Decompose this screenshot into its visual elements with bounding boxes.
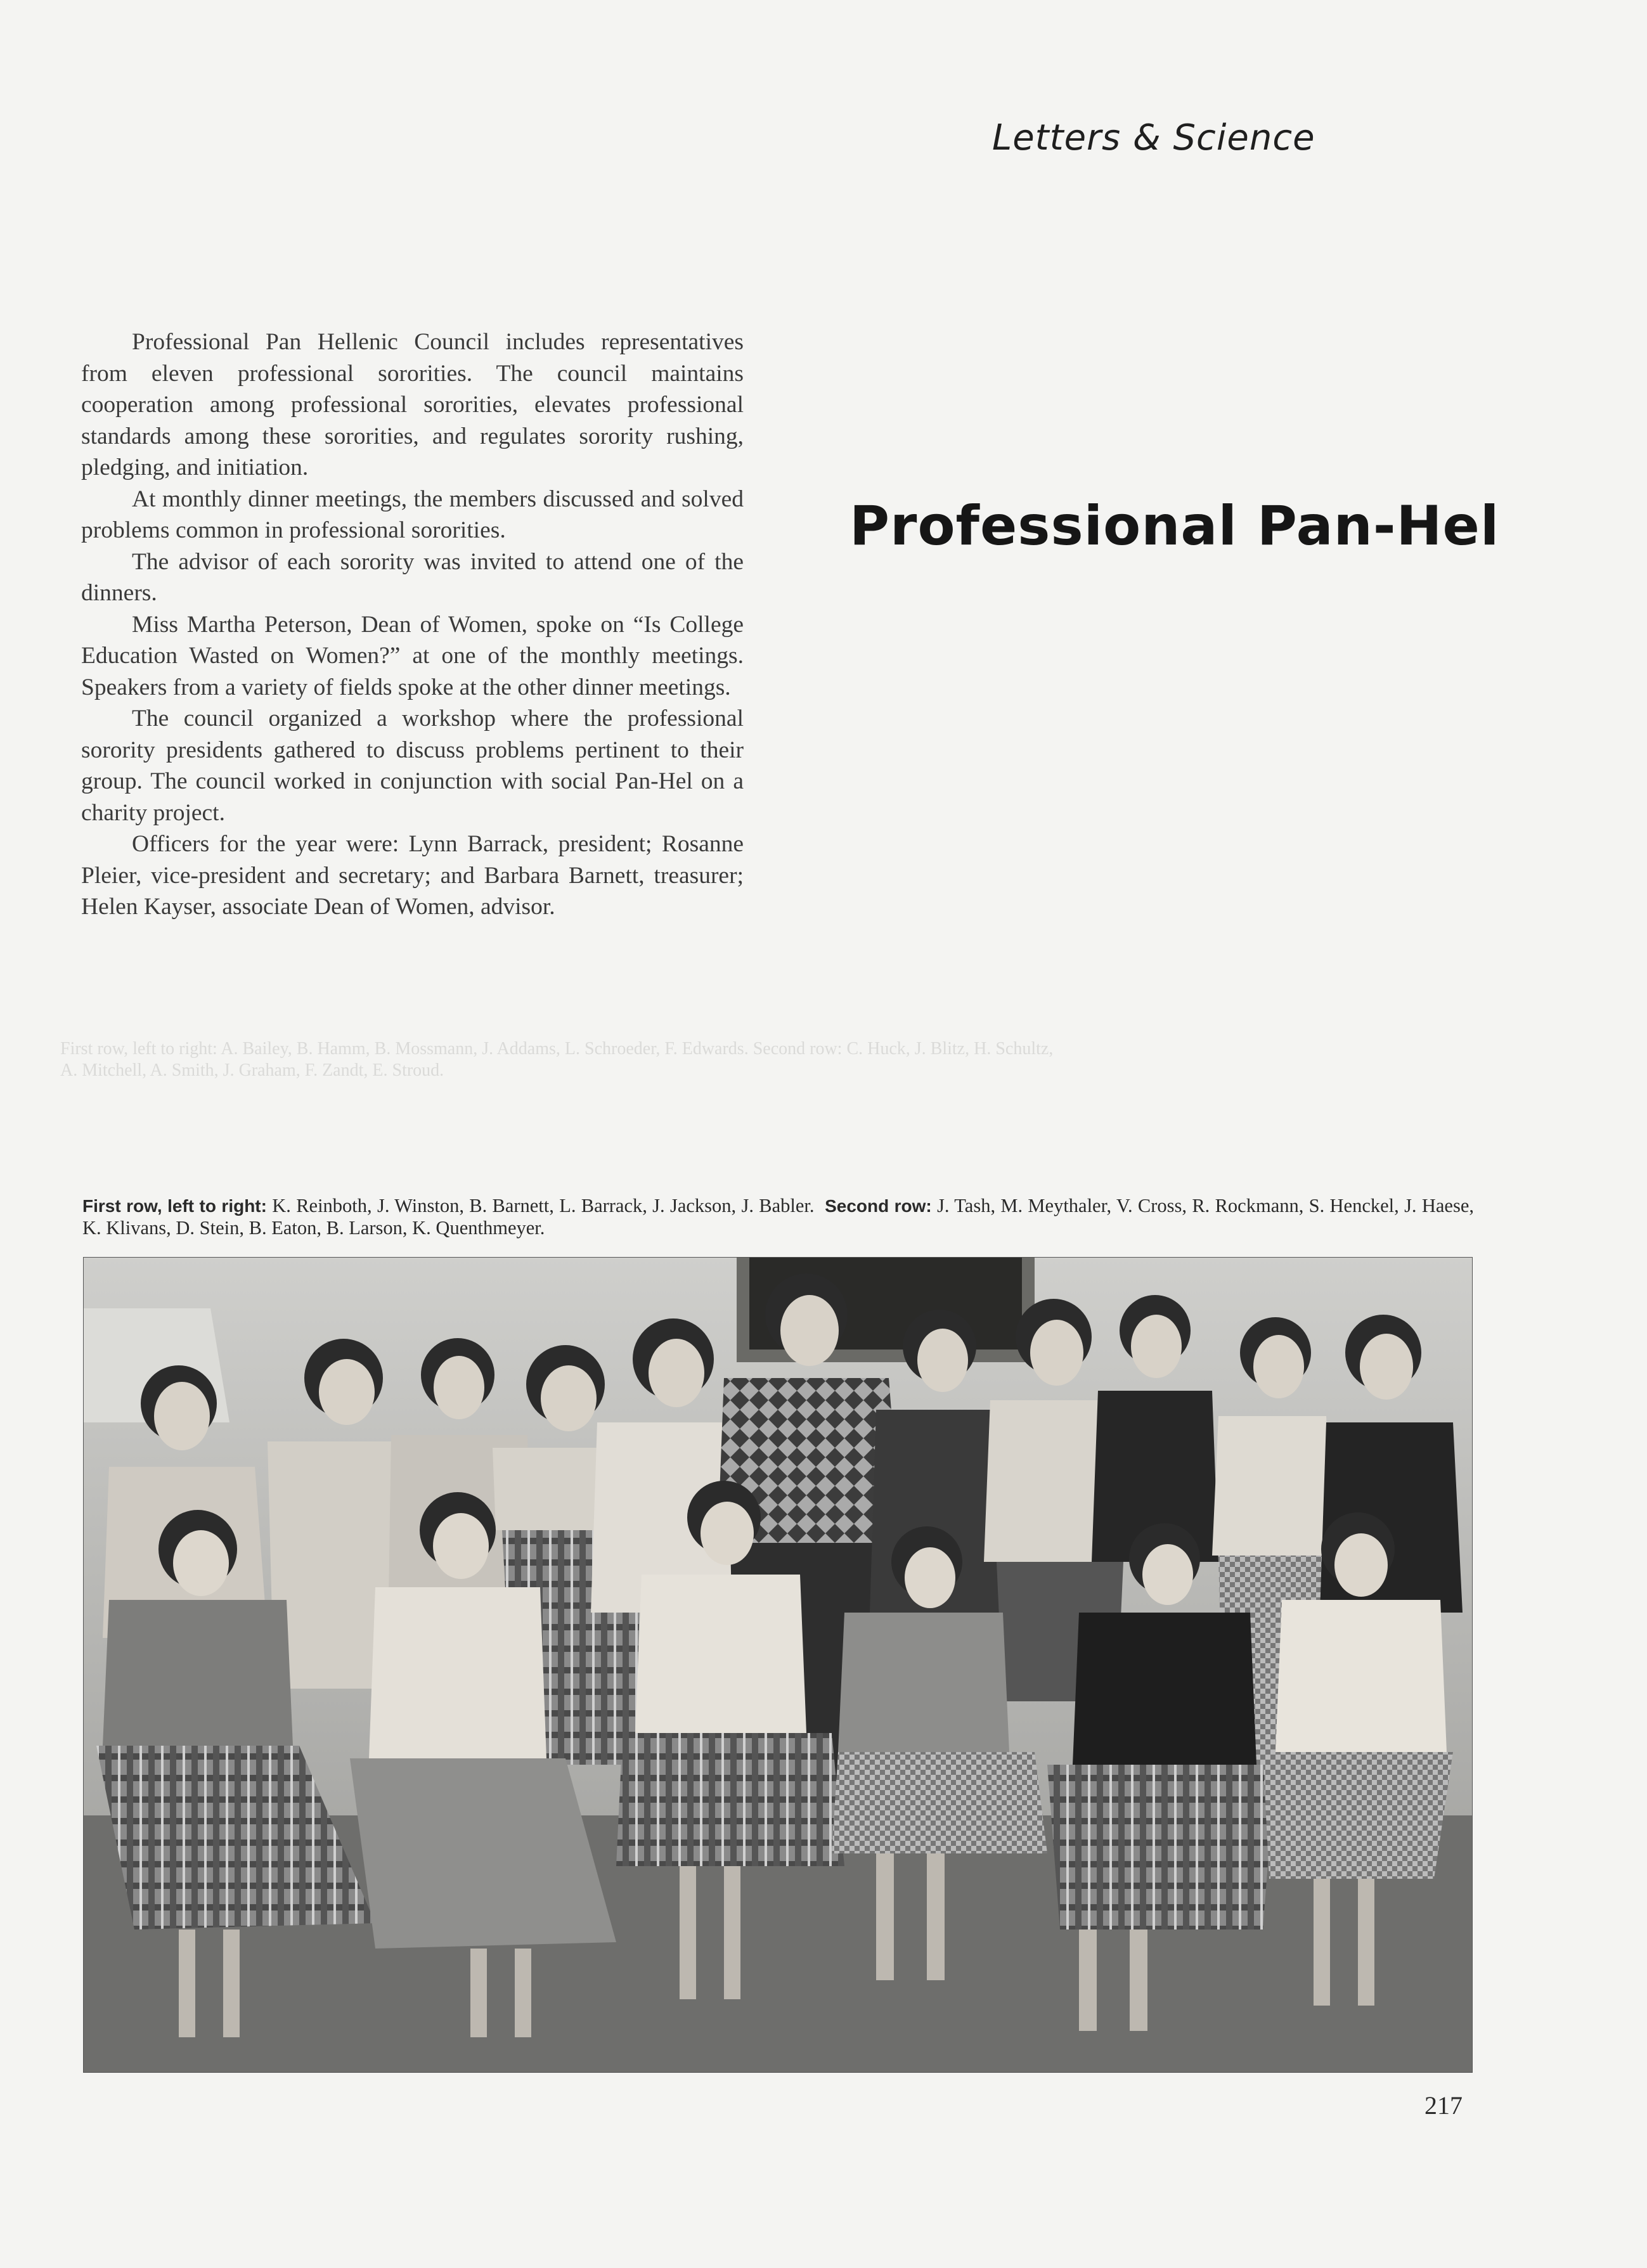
caption-second-row-names: J. Tash, M. Meythaler, V. Cross, R. Rockmann, S. Henckel, J. Haese, K. Klivans, D. Stein, B. Eaton, B. Larson, K. Quenthmeyer. bbox=[82, 1195, 1474, 1239]
caption-second-row-label: Second row: bbox=[825, 1196, 932, 1216]
body-paragraph: Officers for the year were: Lynn Barrack, president; Rosanne Pleier, vice-president and secretary; and Barbara Barnett, treasurer; Helen Kayser, associate Dean of Women, advisor. bbox=[81, 831, 744, 920]
body-paragraph: At monthly dinner meetings, the members discussed and solved problems common in professional sororities. bbox=[81, 486, 744, 543]
caption-first-row-names: K. Reinboth, J. Winston, B. Barnett, L. Barrack, J. Jackson, J. Babler. bbox=[272, 1195, 815, 1216]
section-header: Letters & Science bbox=[992, 117, 1315, 158]
page-number: 217 bbox=[1424, 2091, 1463, 2120]
photo-caption bbox=[82, 1195, 1474, 1239]
article-body bbox=[81, 326, 744, 923]
group-photo-illustration bbox=[84, 1258, 1472, 2072]
page-title: Professional Pan-Hel bbox=[849, 494, 1500, 558]
body-paragraph: The council organized a workshop where the professional sorority presidents gathered to discuss problems pertinent to their group. The council worked in conjunction with social Pan-Hel on a charity project. bbox=[81, 706, 744, 826]
body-paragraph: Miss Martha Peterson, Dean of Women, spoke on “Is College Education Wasted on Women?” at one of the monthly meetings. Speakers from a variety of fields spoke at the other dinner meetings. bbox=[81, 611, 744, 700]
body-paragraph: Professional Pan Hellenic Council includes representatives from eleven professional sororities. The council maintains cooperation among professional sororities, elevates professional standards among these sororities, and regulates sorority rushing, pledging, and initiation. bbox=[81, 329, 744, 480]
bleed-line: A. Mitchell, A. Smith, J. Graham, F. Zandt, E. Stroud. bbox=[60, 1060, 444, 1080]
body-paragraph: The advisor of each sorority was invited to attend one of the dinners. bbox=[81, 548, 744, 606]
caption-first-row-label: First row, left to right: bbox=[82, 1196, 267, 1216]
bleed-through-text bbox=[60, 1038, 1607, 1081]
bleed-line: First row, left to right: A. Bailey, B. Hamm, B. Mossmann, J. Addams, L. Schroeder, F. Edwards. Second row: C. Huck, J. Blitz, H. Schultz, bbox=[60, 1039, 1054, 1059]
group-photo bbox=[83, 1257, 1473, 2073]
